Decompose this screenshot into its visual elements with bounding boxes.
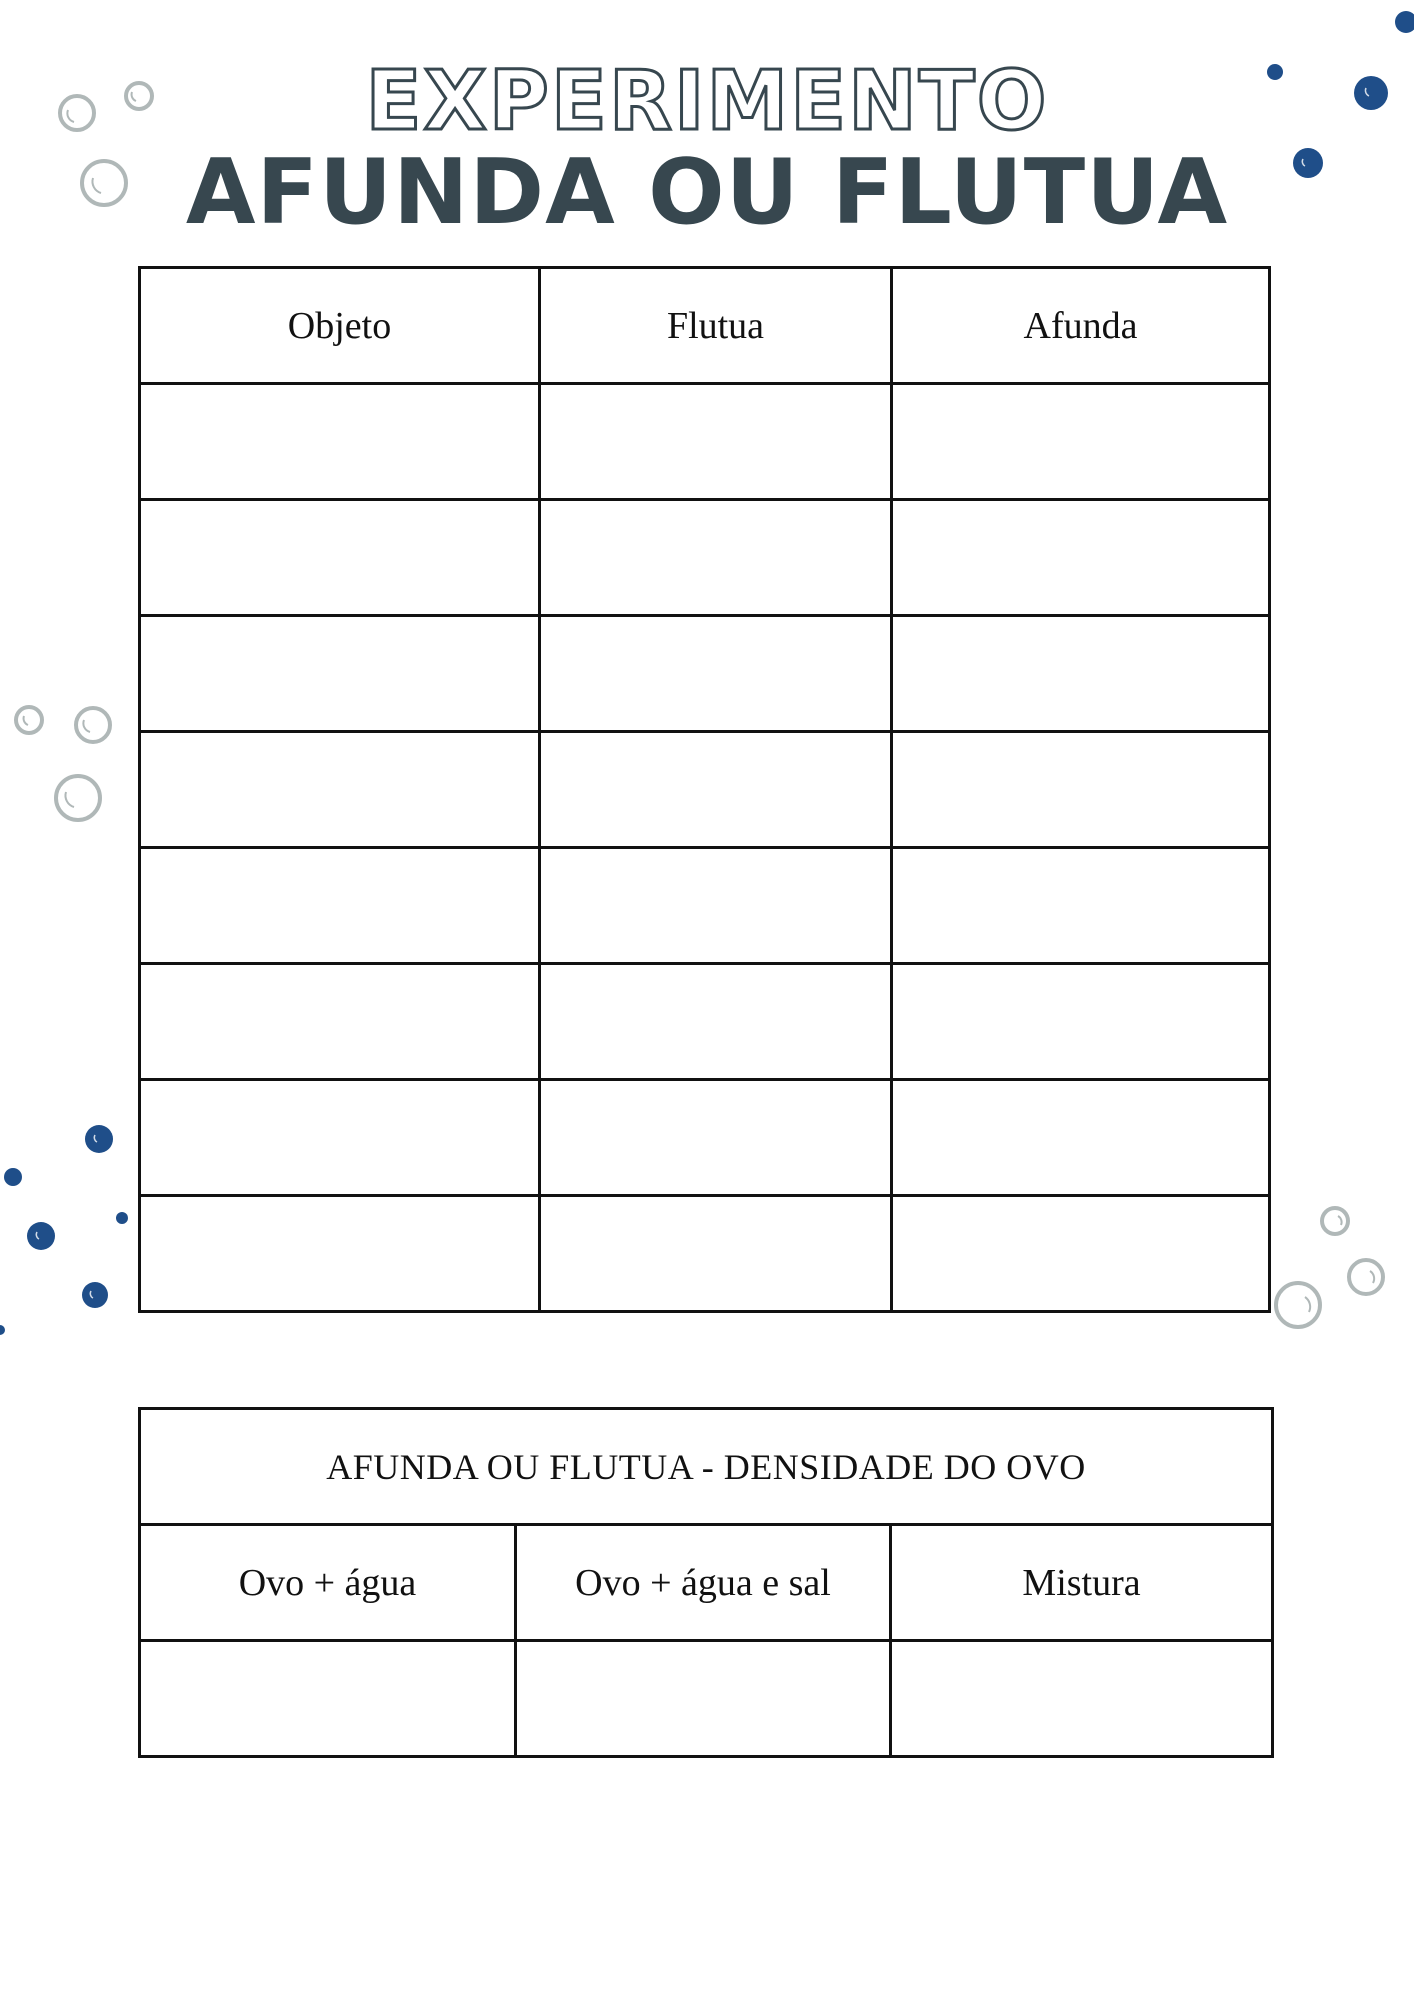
sinks-cell[interactable] [892, 1196, 1270, 1312]
floats-cell[interactable] [540, 964, 892, 1080]
column-header-egg-water: Ovo + água [140, 1525, 516, 1641]
object-cell[interactable] [140, 500, 540, 616]
table-row [140, 964, 1270, 1080]
bubble-outline-icon [16, 707, 42, 733]
bubble-outline-icon [1349, 1260, 1383, 1294]
table-caption-row [140, 1409, 1273, 1525]
floats-cell[interactable] [540, 500, 892, 616]
object-cell[interactable] [140, 732, 540, 848]
sinks-cell[interactable] [892, 964, 1270, 1080]
bubble-filled-icon [27, 1222, 55, 1250]
sinks-cell[interactable] [892, 384, 1270, 500]
object-cell[interactable] [140, 848, 540, 964]
bubble-filled-icon [1395, 11, 1414, 33]
object-cell[interactable] [140, 384, 540, 500]
column-header-mixture: Mistura [891, 1525, 1273, 1641]
bubble-outline-icon [76, 708, 110, 742]
table-row [140, 1080, 1270, 1196]
object-cell[interactable] [140, 1080, 540, 1196]
table-row [140, 616, 1270, 732]
title-line-1: EXPERIMENTO [365, 54, 1049, 149]
floats-cell[interactable] [540, 384, 892, 500]
floats-cell[interactable] [540, 848, 892, 964]
table-row [140, 1641, 1273, 1757]
bubble-outline-icon [1322, 1208, 1348, 1234]
object-cell[interactable] [140, 616, 540, 732]
egg-water-cell[interactable] [140, 1641, 516, 1757]
bubble-filled-icon [116, 1212, 128, 1224]
object-cell[interactable] [140, 1196, 540, 1312]
column-header-sinks: Afunda [892, 268, 1270, 384]
objects-table [138, 266, 1271, 1313]
sinks-cell[interactable] [892, 1080, 1270, 1196]
floats-cell[interactable] [540, 732, 892, 848]
title-line-2: AFUNDA OU FLUTUA [185, 140, 1229, 245]
sinks-cell[interactable] [892, 616, 1270, 732]
table-row [140, 500, 1270, 616]
floats-cell[interactable] [540, 1196, 892, 1312]
table-row [140, 384, 1270, 500]
bubble-filled-icon [4, 1168, 22, 1186]
sinks-cell[interactable] [892, 500, 1270, 616]
table-row [140, 1196, 1270, 1312]
egg-density-table [138, 1407, 1274, 1758]
egg-salt-water-cell[interactable] [516, 1641, 891, 1757]
sinks-cell[interactable] [892, 732, 1270, 848]
egg-table-caption: AFUNDA OU FLUTUA - DENSIDADE DO OVO [140, 1409, 1273, 1525]
table-header-row [140, 268, 1270, 384]
bubble-outline-icon [56, 776, 100, 820]
object-cell[interactable] [140, 964, 540, 1080]
bubble-outline-icon [1276, 1283, 1320, 1327]
bubble-filled-icon [85, 1125, 113, 1153]
table-row [140, 732, 1270, 848]
bubble-filled-icon [82, 1282, 108, 1308]
table-row [140, 848, 1270, 964]
column-header-floats: Flutua [540, 268, 892, 384]
floats-cell[interactable] [540, 1080, 892, 1196]
table-header-row [140, 1525, 1273, 1641]
mixture-cell[interactable] [891, 1641, 1273, 1757]
floats-cell[interactable] [540, 616, 892, 732]
column-header-object: Objeto [140, 268, 540, 384]
bubble-filled-icon [0, 1325, 5, 1335]
sinks-cell[interactable] [892, 848, 1270, 964]
column-header-egg-salt-water: Ovo + água e sal [516, 1525, 891, 1641]
